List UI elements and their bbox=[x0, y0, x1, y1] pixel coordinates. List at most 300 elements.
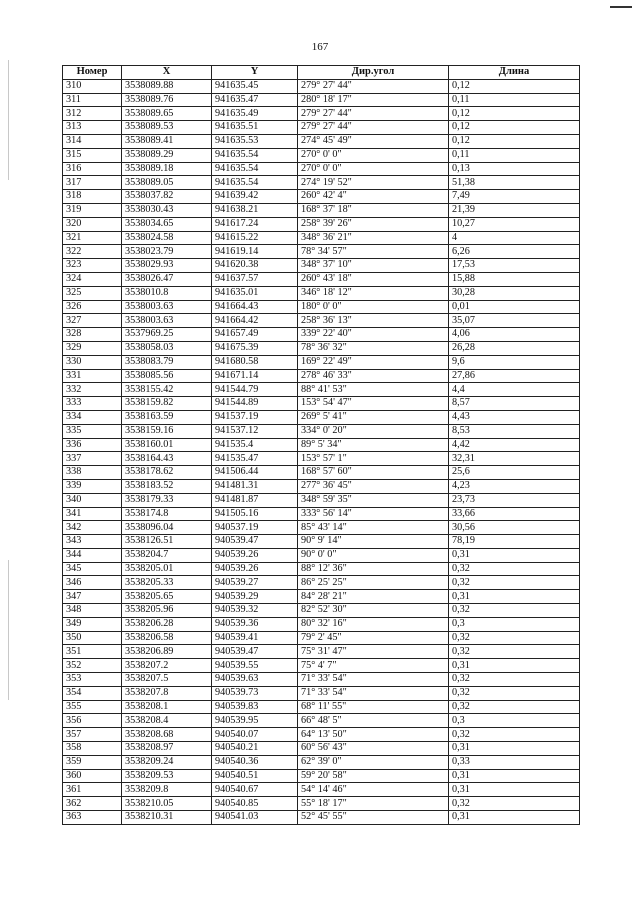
table-row bbox=[63, 562, 580, 576]
cell-number: 321 bbox=[63, 231, 122, 245]
cell-direction-angle: 180° 0' 0" bbox=[298, 300, 449, 314]
cell-y: 940540.07 bbox=[212, 728, 298, 742]
cell-x: 3538209.24 bbox=[122, 755, 212, 769]
table-row bbox=[63, 190, 580, 204]
cell-y: 940540.85 bbox=[212, 797, 298, 811]
cell-direction-angle: 90° 9' 14" bbox=[298, 535, 449, 549]
cell-direction-angle: 258° 39' 26" bbox=[298, 217, 449, 231]
cell-direction-angle: 85° 43' 14" bbox=[298, 521, 449, 535]
cell-y: 940539.83 bbox=[212, 700, 298, 714]
cell-x: 3538204.7 bbox=[122, 548, 212, 562]
cell-y: 940540.36 bbox=[212, 755, 298, 769]
cell-direction-angle: 60° 56' 43" bbox=[298, 742, 449, 756]
cell-length: 0,31 bbox=[449, 590, 580, 604]
table-row bbox=[63, 617, 580, 631]
cell-length: 33,66 bbox=[449, 507, 580, 521]
cell-number: 362 bbox=[63, 797, 122, 811]
cell-length: 26,28 bbox=[449, 341, 580, 355]
header-direction-angle: Дир.угол bbox=[298, 66, 449, 80]
cell-length: 0,31 bbox=[449, 811, 580, 825]
cell-length: 30,56 bbox=[449, 521, 580, 535]
cell-y: 941506.44 bbox=[212, 466, 298, 480]
table-row bbox=[63, 673, 580, 687]
cell-y: 941635.54 bbox=[212, 162, 298, 176]
cell-x: 3538024.58 bbox=[122, 231, 212, 245]
cell-length: 0,32 bbox=[449, 797, 580, 811]
cell-number: 316 bbox=[63, 162, 122, 176]
table-row bbox=[63, 369, 580, 383]
table-row bbox=[63, 452, 580, 466]
cell-direction-angle: 348° 36' 21" bbox=[298, 231, 449, 245]
cell-number: 311 bbox=[63, 93, 122, 107]
cell-y: 941635.51 bbox=[212, 121, 298, 135]
cell-direction-angle: 82° 52' 30" bbox=[298, 604, 449, 618]
table-row bbox=[63, 328, 580, 342]
table-row bbox=[63, 645, 580, 659]
table-row bbox=[63, 410, 580, 424]
cell-y: 941544.79 bbox=[212, 383, 298, 397]
table-row bbox=[63, 134, 580, 148]
cell-y: 941481.31 bbox=[212, 479, 298, 493]
cell-direction-angle: 52° 45' 55" bbox=[298, 811, 449, 825]
cell-x: 3538089.76 bbox=[122, 93, 212, 107]
cell-direction-angle: 258° 36' 13" bbox=[298, 314, 449, 328]
cell-x: 3538159.16 bbox=[122, 424, 212, 438]
cell-x: 3538205.01 bbox=[122, 562, 212, 576]
table-row bbox=[63, 397, 580, 411]
cell-length: 4,43 bbox=[449, 410, 580, 424]
cell-number: 334 bbox=[63, 410, 122, 424]
cell-number: 337 bbox=[63, 452, 122, 466]
cell-direction-angle: 270° 0' 0" bbox=[298, 162, 449, 176]
table-row bbox=[63, 341, 580, 355]
table-row bbox=[63, 93, 580, 107]
cell-x: 3538163.59 bbox=[122, 410, 212, 424]
cell-direction-angle: 79° 2' 45" bbox=[298, 631, 449, 645]
page-number: 167 bbox=[311, 41, 329, 53]
table-row bbox=[63, 507, 580, 521]
cell-number: 322 bbox=[63, 245, 122, 259]
cell-y: 940539.26 bbox=[212, 548, 298, 562]
cell-direction-angle: 89° 5' 34" bbox=[298, 438, 449, 452]
cell-length: 27,86 bbox=[449, 369, 580, 383]
cell-x: 3538205.33 bbox=[122, 576, 212, 590]
cell-number: 326 bbox=[63, 300, 122, 314]
cell-x: 3538210.05 bbox=[122, 797, 212, 811]
cell-number: 317 bbox=[63, 176, 122, 190]
cell-length: 0,32 bbox=[449, 604, 580, 618]
cell-x: 3538207.5 bbox=[122, 673, 212, 687]
cell-length: 0,11 bbox=[449, 148, 580, 162]
cell-direction-angle: 78° 36' 32" bbox=[298, 341, 449, 355]
cell-x: 3538210.31 bbox=[122, 811, 212, 825]
table-row bbox=[63, 576, 580, 590]
cell-x: 3538089.29 bbox=[122, 148, 212, 162]
cell-y: 941639.42 bbox=[212, 190, 298, 204]
cell-direction-angle: 346° 18' 12" bbox=[298, 286, 449, 300]
cell-direction-angle: 59° 20' 58" bbox=[298, 769, 449, 783]
table-row bbox=[63, 245, 580, 259]
cell-length: 0,32 bbox=[449, 576, 580, 590]
cell-number: 349 bbox=[63, 617, 122, 631]
corner-scan-mark bbox=[610, 6, 632, 8]
cell-y: 941680.58 bbox=[212, 355, 298, 369]
cell-length: 4,06 bbox=[449, 328, 580, 342]
cell-x: 3538089.65 bbox=[122, 107, 212, 121]
cell-y: 941481.87 bbox=[212, 493, 298, 507]
cell-direction-angle: 260° 43' 18" bbox=[298, 272, 449, 286]
table-row bbox=[63, 521, 580, 535]
cell-number: 352 bbox=[63, 659, 122, 673]
cell-number: 318 bbox=[63, 190, 122, 204]
cell-direction-angle: 274° 19' 52" bbox=[298, 176, 449, 190]
cell-length: 23,73 bbox=[449, 493, 580, 507]
cell-direction-angle: 334° 0' 20" bbox=[298, 424, 449, 438]
cell-length: 30,28 bbox=[449, 286, 580, 300]
cell-number: 312 bbox=[63, 107, 122, 121]
cell-length: 0,13 bbox=[449, 162, 580, 176]
table-row bbox=[63, 217, 580, 231]
cell-length: 0,3 bbox=[449, 617, 580, 631]
cell-x: 3538085.56 bbox=[122, 369, 212, 383]
cell-direction-angle: 71° 33' 54" bbox=[298, 673, 449, 687]
cell-number: 356 bbox=[63, 714, 122, 728]
cell-direction-angle: 68° 11' 55" bbox=[298, 700, 449, 714]
table-row bbox=[63, 604, 580, 618]
cell-direction-angle: 54° 14' 46" bbox=[298, 783, 449, 797]
cell-number: 342 bbox=[63, 521, 122, 535]
cell-number: 353 bbox=[63, 673, 122, 687]
cell-length: 8,53 bbox=[449, 424, 580, 438]
cell-direction-angle: 348° 59' 35" bbox=[298, 493, 449, 507]
cell-number: 359 bbox=[63, 755, 122, 769]
cell-length: 0,32 bbox=[449, 562, 580, 576]
cell-y: 941675.39 bbox=[212, 341, 298, 355]
scan-edge-line bbox=[8, 560, 9, 700]
table-row bbox=[63, 728, 580, 742]
table-row bbox=[63, 162, 580, 176]
cell-number: 355 bbox=[63, 700, 122, 714]
cell-number: 350 bbox=[63, 631, 122, 645]
cell-direction-angle: 66° 48' 5" bbox=[298, 714, 449, 728]
cell-x: 3538029.93 bbox=[122, 259, 212, 273]
cell-number: 315 bbox=[63, 148, 122, 162]
cell-direction-angle: 269° 5' 41" bbox=[298, 410, 449, 424]
cell-y: 940539.73 bbox=[212, 686, 298, 700]
cell-length: 0,3 bbox=[449, 714, 580, 728]
table-row bbox=[63, 148, 580, 162]
cell-direction-angle: 64° 13' 50" bbox=[298, 728, 449, 742]
cell-x: 3538010.8 bbox=[122, 286, 212, 300]
cell-x: 3538058.03 bbox=[122, 341, 212, 355]
cell-number: 328 bbox=[63, 328, 122, 342]
cell-number: 358 bbox=[63, 742, 122, 756]
cell-direction-angle: 277° 36' 45" bbox=[298, 479, 449, 493]
cell-length: 25,6 bbox=[449, 466, 580, 480]
cell-direction-angle: 84° 28' 21" bbox=[298, 590, 449, 604]
cell-length: 17,53 bbox=[449, 259, 580, 273]
cell-y: 941537.12 bbox=[212, 424, 298, 438]
cell-direction-angle: 153° 57' 1" bbox=[298, 452, 449, 466]
cell-x: 3538023.79 bbox=[122, 245, 212, 259]
cell-number: 339 bbox=[63, 479, 122, 493]
cell-x: 3538003.63 bbox=[122, 300, 212, 314]
table-row bbox=[63, 714, 580, 728]
cell-direction-angle: 270° 0' 0" bbox=[298, 148, 449, 162]
cell-length: 0,31 bbox=[449, 783, 580, 797]
cell-direction-angle: 279° 27' 44" bbox=[298, 79, 449, 93]
cell-x: 3538089.18 bbox=[122, 162, 212, 176]
cell-x: 3538205.65 bbox=[122, 590, 212, 604]
cell-x: 3538205.96 bbox=[122, 604, 212, 618]
cell-length: 0,32 bbox=[449, 631, 580, 645]
cell-number: 335 bbox=[63, 424, 122, 438]
cell-x: 3538096.04 bbox=[122, 521, 212, 535]
cell-y: 941635.54 bbox=[212, 148, 298, 162]
cell-number: 323 bbox=[63, 259, 122, 273]
cell-number: 336 bbox=[63, 438, 122, 452]
cell-x: 3538159.82 bbox=[122, 397, 212, 411]
cell-number: 324 bbox=[63, 272, 122, 286]
cell-x: 3537969.25 bbox=[122, 328, 212, 342]
cell-number: 354 bbox=[63, 686, 122, 700]
table-row bbox=[63, 259, 580, 273]
cell-number: 361 bbox=[63, 783, 122, 797]
cell-direction-angle: 75° 31' 47" bbox=[298, 645, 449, 659]
cell-length: 0,12 bbox=[449, 134, 580, 148]
table-row bbox=[63, 659, 580, 673]
coordinates-table bbox=[62, 65, 580, 825]
cell-length: 4,42 bbox=[449, 438, 580, 452]
cell-x: 3538155.42 bbox=[122, 383, 212, 397]
table-row bbox=[63, 231, 580, 245]
cell-y: 941657.49 bbox=[212, 328, 298, 342]
cell-length: 0,12 bbox=[449, 107, 580, 121]
cell-length: 0,32 bbox=[449, 728, 580, 742]
cell-length: 32,31 bbox=[449, 452, 580, 466]
cell-y: 940539.29 bbox=[212, 590, 298, 604]
cell-length: 7,49 bbox=[449, 190, 580, 204]
cell-y: 940539.27 bbox=[212, 576, 298, 590]
cell-x: 3538034.65 bbox=[122, 217, 212, 231]
cell-number: 345 bbox=[63, 562, 122, 576]
cell-y: 941635.01 bbox=[212, 286, 298, 300]
table-row bbox=[63, 479, 580, 493]
cell-y: 941638.21 bbox=[212, 203, 298, 217]
table-row bbox=[63, 107, 580, 121]
table-row bbox=[63, 203, 580, 217]
cell-y: 940540.21 bbox=[212, 742, 298, 756]
table-row bbox=[63, 535, 580, 549]
cell-direction-angle: 86° 25' 25" bbox=[298, 576, 449, 590]
cell-length: 0,32 bbox=[449, 700, 580, 714]
cell-length: 0,32 bbox=[449, 645, 580, 659]
header-number: Номер bbox=[63, 66, 122, 80]
cell-length: 21,39 bbox=[449, 203, 580, 217]
cell-x: 3538030.43 bbox=[122, 203, 212, 217]
cell-y: 940539.41 bbox=[212, 631, 298, 645]
cell-direction-angle: 278° 46' 33" bbox=[298, 369, 449, 383]
table-row bbox=[63, 755, 580, 769]
table-row bbox=[63, 300, 580, 314]
cell-direction-angle: 260° 42' 4" bbox=[298, 190, 449, 204]
cell-x: 3538206.89 bbox=[122, 645, 212, 659]
cell-length: 0,31 bbox=[449, 742, 580, 756]
cell-y: 941635.53 bbox=[212, 134, 298, 148]
cell-x: 3538207.8 bbox=[122, 686, 212, 700]
table-row bbox=[63, 548, 580, 562]
cell-direction-angle: 168° 37' 18" bbox=[298, 203, 449, 217]
cell-direction-angle: 274° 45' 49" bbox=[298, 134, 449, 148]
cell-y: 941617.24 bbox=[212, 217, 298, 231]
cell-x: 3538089.53 bbox=[122, 121, 212, 135]
cell-x: 3538207.2 bbox=[122, 659, 212, 673]
cell-number: 329 bbox=[63, 341, 122, 355]
cell-direction-angle: 333° 56' 14" bbox=[298, 507, 449, 521]
cell-y: 941664.42 bbox=[212, 314, 298, 328]
table-row bbox=[63, 631, 580, 645]
table-row bbox=[63, 176, 580, 190]
cell-number: 343 bbox=[63, 535, 122, 549]
table-row bbox=[63, 79, 580, 93]
cell-y: 941505.16 bbox=[212, 507, 298, 521]
cell-number: 341 bbox=[63, 507, 122, 521]
cell-direction-angle: 88° 12' 36" bbox=[298, 562, 449, 576]
cell-number: 314 bbox=[63, 134, 122, 148]
cell-y: 940539.63 bbox=[212, 673, 298, 687]
cell-y: 940539.95 bbox=[212, 714, 298, 728]
cell-x: 3538206.28 bbox=[122, 617, 212, 631]
cell-length: 0,32 bbox=[449, 673, 580, 687]
cell-x: 3538083.79 bbox=[122, 355, 212, 369]
cell-number: 347 bbox=[63, 590, 122, 604]
cell-direction-angle: 279° 27' 44" bbox=[298, 121, 449, 135]
cell-direction-angle: 90° 0' 0" bbox=[298, 548, 449, 562]
cell-length: 0,01 bbox=[449, 300, 580, 314]
cell-y: 940541.03 bbox=[212, 811, 298, 825]
cell-number: 348 bbox=[63, 604, 122, 618]
table-row bbox=[63, 590, 580, 604]
cell-y: 940539.47 bbox=[212, 535, 298, 549]
cell-x: 3538183.52 bbox=[122, 479, 212, 493]
cell-y: 941635.54 bbox=[212, 176, 298, 190]
cell-length: 6,26 bbox=[449, 245, 580, 259]
cell-direction-angle: 78° 34' 57" bbox=[298, 245, 449, 259]
header-y: Y bbox=[212, 66, 298, 80]
table-row bbox=[63, 811, 580, 825]
cell-length: 0,33 bbox=[449, 755, 580, 769]
cell-y: 940537.19 bbox=[212, 521, 298, 535]
cell-y: 941620.38 bbox=[212, 259, 298, 273]
cell-number: 338 bbox=[63, 466, 122, 480]
cell-y: 940539.26 bbox=[212, 562, 298, 576]
cell-direction-angle: 88° 41' 53" bbox=[298, 383, 449, 397]
cell-number: 319 bbox=[63, 203, 122, 217]
table-row bbox=[63, 466, 580, 480]
cell-y: 940540.67 bbox=[212, 783, 298, 797]
table-row bbox=[63, 272, 580, 286]
cell-direction-angle: 75° 4' 7" bbox=[298, 659, 449, 673]
cell-direction-angle: 280° 18' 17" bbox=[298, 93, 449, 107]
cell-number: 360 bbox=[63, 769, 122, 783]
cell-length: 0,31 bbox=[449, 769, 580, 783]
cell-length: 9,6 bbox=[449, 355, 580, 369]
cell-y: 941615.22 bbox=[212, 231, 298, 245]
cell-number: 363 bbox=[63, 811, 122, 825]
table-row bbox=[63, 383, 580, 397]
cell-number: 331 bbox=[63, 369, 122, 383]
table-row bbox=[63, 783, 580, 797]
table-row bbox=[63, 438, 580, 452]
cell-x: 3538164.43 bbox=[122, 452, 212, 466]
cell-number: 340 bbox=[63, 493, 122, 507]
cell-direction-angle: 55° 18' 17" bbox=[298, 797, 449, 811]
cell-y: 941544.89 bbox=[212, 397, 298, 411]
cell-y: 940540.51 bbox=[212, 769, 298, 783]
table-row bbox=[63, 769, 580, 783]
cell-y: 941635.47 bbox=[212, 93, 298, 107]
cell-length: 35,07 bbox=[449, 314, 580, 328]
cell-number: 351 bbox=[63, 645, 122, 659]
cell-length: 8,57 bbox=[449, 397, 580, 411]
scan-edge-line bbox=[8, 60, 9, 180]
cell-number: 327 bbox=[63, 314, 122, 328]
cell-length: 0,11 bbox=[449, 93, 580, 107]
cell-number: 325 bbox=[63, 286, 122, 300]
cell-y: 940539.55 bbox=[212, 659, 298, 673]
cell-length: 0,32 bbox=[449, 686, 580, 700]
cell-number: 346 bbox=[63, 576, 122, 590]
cell-y: 941635.49 bbox=[212, 107, 298, 121]
header-x: X bbox=[122, 66, 212, 80]
cell-direction-angle: 153° 54' 47" bbox=[298, 397, 449, 411]
cell-number: 332 bbox=[63, 383, 122, 397]
cell-length: 0,12 bbox=[449, 79, 580, 93]
cell-y: 940539.32 bbox=[212, 604, 298, 618]
cell-length: 78,19 bbox=[449, 535, 580, 549]
cell-number: 344 bbox=[63, 548, 122, 562]
cell-y: 941535.4 bbox=[212, 438, 298, 452]
cell-x: 3538208.97 bbox=[122, 742, 212, 756]
cell-x: 3538209.53 bbox=[122, 769, 212, 783]
table-row bbox=[63, 742, 580, 756]
cell-y: 941637.57 bbox=[212, 272, 298, 286]
cell-length: 51,38 bbox=[449, 176, 580, 190]
cell-x: 3538208.4 bbox=[122, 714, 212, 728]
table-row bbox=[63, 686, 580, 700]
table-row bbox=[63, 493, 580, 507]
cell-x: 3538208.68 bbox=[122, 728, 212, 742]
cell-number: 310 bbox=[63, 79, 122, 93]
cell-length: 0,31 bbox=[449, 548, 580, 562]
cell-number: 357 bbox=[63, 728, 122, 742]
cell-length: 15,88 bbox=[449, 272, 580, 286]
cell-x: 3538179.33 bbox=[122, 493, 212, 507]
cell-y: 941664.43 bbox=[212, 300, 298, 314]
table-row bbox=[63, 797, 580, 811]
header-length: Длина bbox=[449, 66, 580, 80]
cell-x: 3538089.88 bbox=[122, 79, 212, 93]
cell-x: 3538089.05 bbox=[122, 176, 212, 190]
table-row bbox=[63, 314, 580, 328]
cell-x: 3538206.58 bbox=[122, 631, 212, 645]
cell-length: 0,12 bbox=[449, 121, 580, 135]
cell-x: 3538126.51 bbox=[122, 535, 212, 549]
cell-y: 941619.14 bbox=[212, 245, 298, 259]
cell-direction-angle: 71° 33' 54" bbox=[298, 686, 449, 700]
cell-x: 3538037.82 bbox=[122, 190, 212, 204]
cell-direction-angle: 168° 57' 60" bbox=[298, 466, 449, 480]
